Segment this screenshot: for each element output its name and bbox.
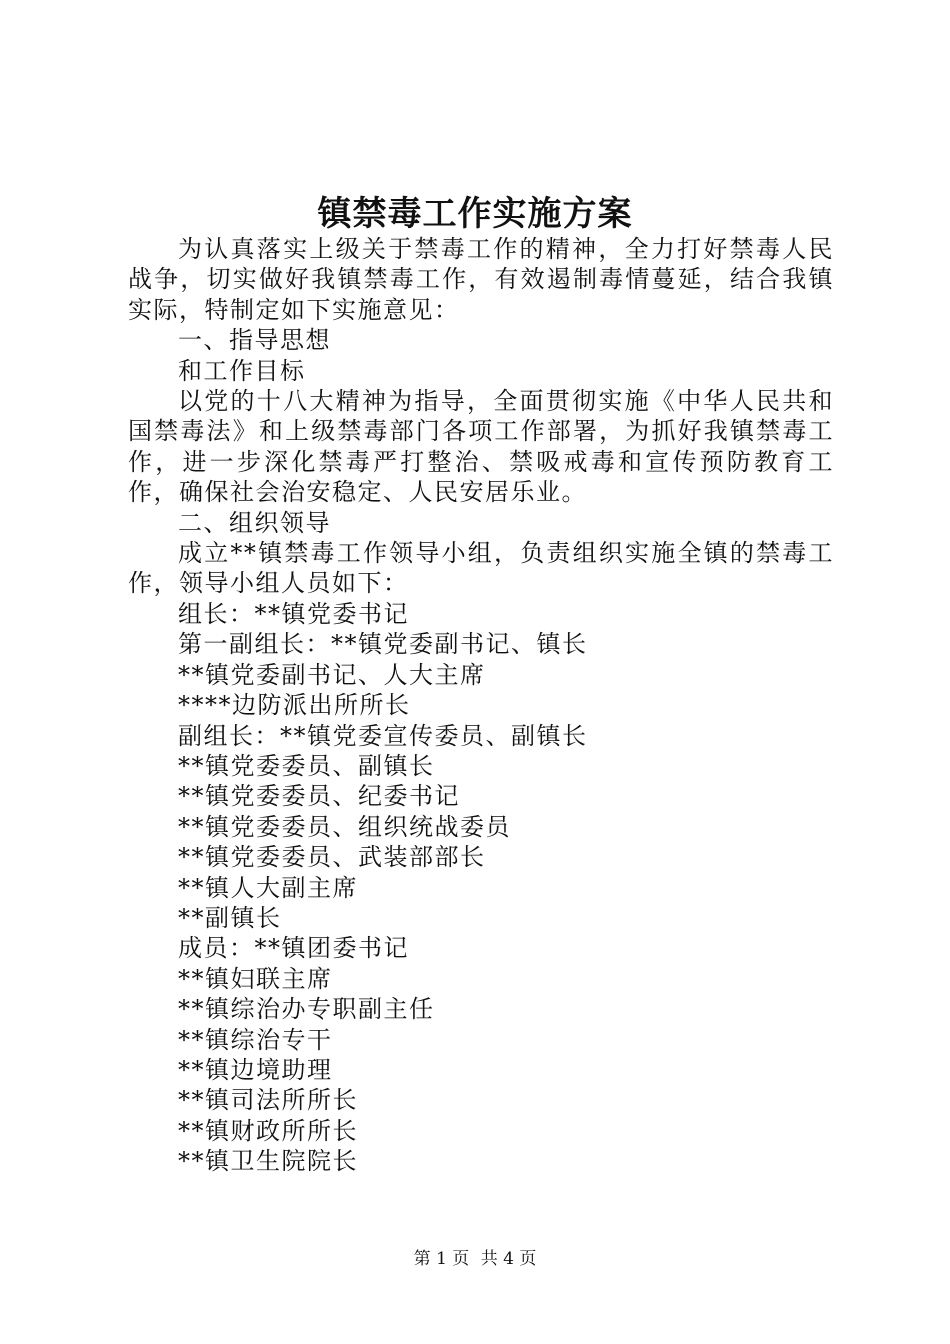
member-line: **镇财政所所长 <box>178 1116 358 1145</box>
section-heading-guiding-thought: 一、指导思想 <box>178 326 331 355</box>
member-line: **镇党委副书记、人大主席 <box>178 660 486 689</box>
member-line: 组长：**镇党委书记 <box>178 599 409 628</box>
section-heading-organization: 二、组织领导 <box>178 508 331 537</box>
intro-paragraph: 为认真落实上级关于禁毒工作的精神，全力打好禁毒人民战争，切实做好我镇禁毒工作，有效遏制毒情蔓延，结合我镇实际，特制定如下实施意见： <box>128 235 834 324</box>
member-line: **镇党委委员、武装部部长 <box>178 843 486 872</box>
member-line: **副镇长 <box>178 903 282 932</box>
member-line: **镇综治专干 <box>178 1025 333 1054</box>
page-number: 第 1 页 <box>413 1249 470 1269</box>
page-total: 共 4 页 <box>480 1249 537 1269</box>
member-line: **镇卫生院院长 <box>178 1147 358 1176</box>
member-line: **镇党委委员、纪委书记 <box>178 782 460 811</box>
member-line: ****边防派出所所长 <box>178 691 411 720</box>
member-line: **镇综治办专职副主任 <box>178 995 435 1024</box>
member-line: 副组长：**镇党委宣传委员、副镇长 <box>178 721 588 750</box>
document-body <box>128 234 834 1177</box>
document-title: 镇禁毒工作实施方案 <box>317 194 633 234</box>
member-line: **镇党委委员、副镇长 <box>178 751 435 780</box>
organization-paragraph: 成立**镇禁毒工作领导小组，负责组织实施全镇的禁毒工作，领导小组人员如下： <box>128 539 834 598</box>
guiding-thought-paragraph: 以党的十八大精神为指导，全面贯彻实施《中华人民共和国禁毒法》和上级禁毒部门各项工作部署，为抓好我镇禁毒工作，进一步深化禁毒严打整治、禁吸戒毒和宣传预防教育工作，确保社会治安稳定、人民安居乐业。 <box>128 387 834 507</box>
member-line: **镇边境助理 <box>178 1055 333 1084</box>
page-footer <box>0 1244 950 1269</box>
member-line: 第一副组长：**镇党委副书记、镇长 <box>178 630 588 659</box>
member-line: 成员：**镇团委书记 <box>178 934 409 963</box>
section-heading-work-goals: 和工作目标 <box>178 356 306 385</box>
member-line: **镇妇联主席 <box>178 964 333 993</box>
member-line: **镇人大副主席 <box>178 873 358 902</box>
member-line: **镇党委委员、组织统战委员 <box>178 812 511 841</box>
member-line: **镇司法所所长 <box>178 1086 358 1115</box>
